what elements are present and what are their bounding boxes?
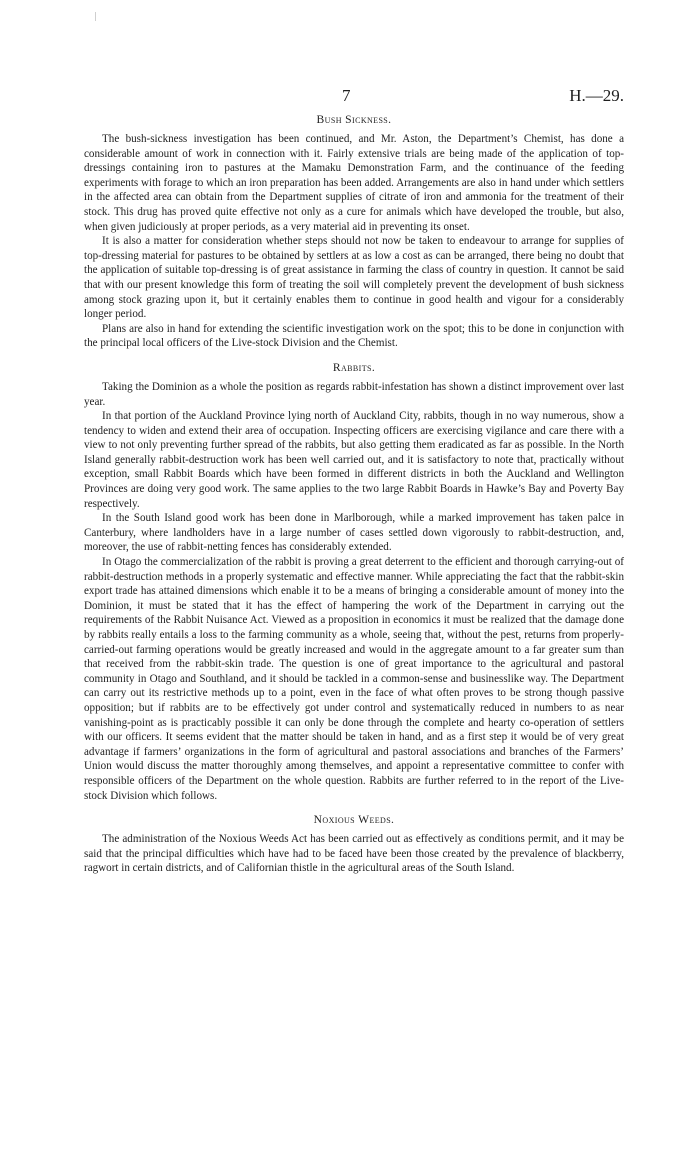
document-body [84,113,624,886]
paragraph: It is also a matter for consideration whether steps should not now be taken to endeavour to arrange for supplies of top-dressing material for pastures to be obtained by settlers at as low a cost as can be arranged, there being no doubt that the application of suitable top-dressing is of great assistance in farming the class of country in question. It cannot be said that with our present knowledge this form of treating the soil will completely prevent the development of bush sickness among stock grazing upon it, but it certainly enables them to continue in good health and vigour for a considerably longer period. [84,235,624,321]
paragraph: In the South Island good work has been done in Marlborough, while a marked improvement has taken palce in Canterbury, where landholders have in a large number of cases settled down vigorously to rabbit-destruction, and, moreover, the use of rabbit-netting fences has considerably extended. [84,512,624,554]
paragraph: In that portion of the Auckland Province lying north of Auckland City, rabbits, though in no way numerous, show a tendency to widen and extend their area of occupation. Inspecting officers are exercising vigilance and care there with a view to not only preventing further spread of the rabbits, but also getting them eradicated as far as possible. In the North Island generally rabbit-destruction work has been well carried out, and it is satisfactory to note that, practically without exception, small Rabbit Boards which have been formed in different districts in both the Auckland and Wellington Provinces are doing very good work. The same applies to the two large Rabbit Boards in Hawke’s Bay and Poverty Bay respectively. [84,410,624,510]
scan-mark [95,12,96,21]
paragraph: The bush-sickness investigation has been continued, and Mr. Aston, the Department’s Chemist, has done a considerable amount of work in connection with it. Fairly extensive trials are being made of the application of top-dressings containing iron to pastures at the Mamaku Demonstration Farm, and the continuance of the feeding experiments with forage to which an iron preparation has been added. Arrangements are also in hand under which settlers in the affected area can obtain from the Department supplies of citrate of iron and ammonia for the treatment of their stock. This drug has proved quite effective not only as a cure for animals which have developed the trouble, but also, when given judiciously at proper periods, as a very material aid in preventing its onset. [84,133,624,233]
page-number: 7 [342,86,351,105]
section-noxious-weeds [84,813,624,876]
section-heading: Noxious Weeds. [313,813,395,827]
section-rabbits [84,361,624,803]
section-heading: Bush Sickness. [316,113,392,126]
document-reference: H.—29. [569,86,624,105]
paragraph: In Otago the commercialization of the rabbit is proving a great deterrent to the efficient and thorough carrying-out of rabbit-destruction methods in a properly systematic and effective manner. While appreciating the fact that the rabbit-skin export trade has attained dimensions which enable it to be a means of bringing a considerable amount of money into the Dominion, it must be stated that it has the effect of hampering the work of the Department in carrying out the requirements of the Rabbit Nuisance Act. Viewed as a proposition in economics it must be realized that the damage done by rabbits really entails a loss to the farming community as a whole, seeing that, without the pest, returns from properly-carried-out farming operations would be greatly increased and would in the aggregate amount to a far greater sum than that received from the rabbit-skin trade. The question is one of great importance to the agricultural and pastoral community in Otago and Southland, and it should be tackled in a common-sense and businesslike way. The Department can carry out its restrictive methods up to a point, even in the face of what often proves to be strong though passive opposition; but if rabbits are to be effectively got under control and systematically reduced in numbers to as near vanishing-point as is practicably possible it can only be done through the complete and hearty co-operation of settlers with our officers. It seems evident that the matter should be taken in hand, and as a first step it would be of very great advantage if farmers’ organizations in the form of agricultural and pastoral associations and branches of the Farmers’ Union would discuss the matter thoroughly among themselves, and appoint a representative committee to confer with responsible officers of the Department on the whole question. Rabbits are further referred to in the report of the Live-stock Division which follows. [84,556,624,802]
paragraph: Taking the Dominion as a whole the position as regards rabbit-infestation has shown a distinct improvement over last year. [84,380,624,408]
paragraph: Plans are also in hand for extending the scientific investigation work on the spot; this to be done in conjunction with the principal local officers of the Live-stock Division and the Chemist. [84,322,624,350]
section-bush-sickness [84,113,624,351]
page-header [84,86,624,108]
paragraph: The administration of the Noxious Weeds Act has been carried out as effectively as conditions permit, and it may be said that the principal difficulties which have had to be faced have been those created by the prevalence of blackberry, ragwort in certain districts, and of Californian thistle in the agricultural areas of the South Island. [84,833,624,875]
section-heading: Rabbits. [332,360,376,374]
